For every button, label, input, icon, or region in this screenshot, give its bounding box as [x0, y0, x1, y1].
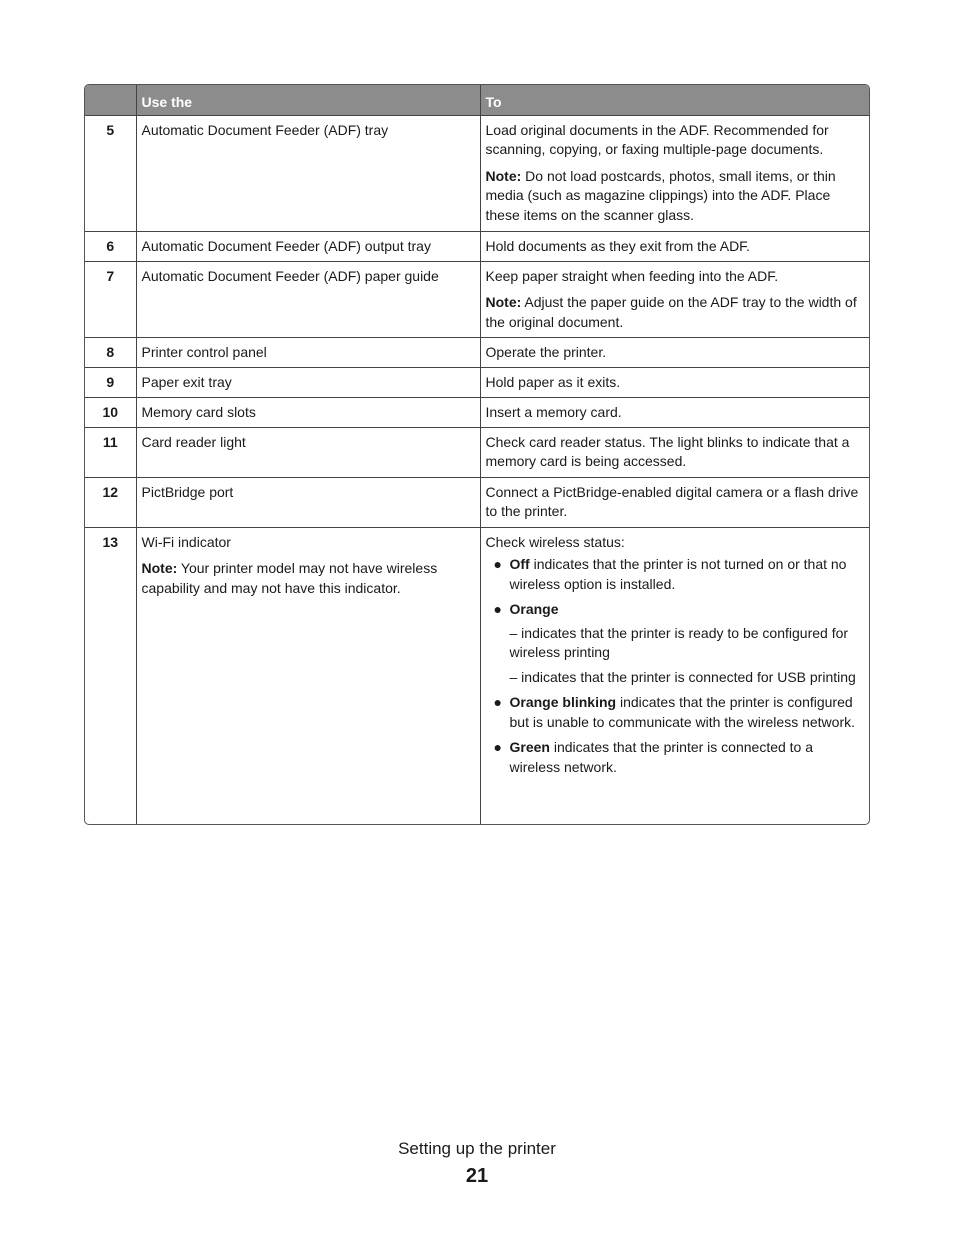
bullet-icon: ● — [493, 601, 502, 617]
note-text: Adjust the paper guide on the ADF tray to the width of the original document. — [485, 294, 857, 330]
header-use-the: Use the — [136, 85, 480, 115]
header-to: To — [480, 85, 870, 115]
row-use-text: Card reader light — [141, 433, 246, 450]
row-number: 6 — [85, 231, 136, 261]
table-row — [85, 477, 870, 527]
row-number: 12 — [85, 477, 136, 527]
note-label: Note: — [485, 167, 522, 184]
row-use-cell — [136, 115, 480, 231]
parts-table-grid — [85, 85, 870, 825]
row-to-text: Connect a PictBridge-enabled digital camera or a flash drive to the printer. — [485, 483, 859, 519]
status-desc: indicates that the printer is configured but is unable to communicate with the wireless network. — [509, 694, 855, 730]
table-row — [85, 427, 870, 477]
bullet-icon: ● — [493, 739, 502, 755]
table-row — [85, 337, 870, 367]
table-row — [85, 397, 870, 427]
table-header-row — [85, 85, 870, 115]
row-use-note — [142, 559, 476, 598]
list-item — [486, 555, 868, 594]
row-number: 8 — [85, 337, 136, 367]
status-term: Orange — [509, 601, 559, 617]
list-item — [486, 693, 868, 732]
row-to-text: Operate the printer. — [485, 343, 607, 360]
row-use-text: Printer control panel — [141, 343, 267, 360]
status-term: Green — [509, 739, 550, 755]
row-to-text: Hold paper as it exits. — [485, 373, 621, 390]
status-term: Orange blinking — [509, 694, 617, 710]
row-use-cell — [136, 231, 480, 261]
row-use-cell — [136, 427, 480, 477]
status-desc: indicates that the printer is not turned on or that no wireless option is installed. — [509, 556, 847, 592]
list-item — [486, 738, 868, 777]
row-use-text: Automatic Document Feeder (ADF) tray — [141, 121, 389, 138]
row-number: 7 — [85, 261, 136, 337]
row-use-cell — [136, 367, 480, 397]
row-to-text: Check wireless status: — [485, 533, 625, 550]
note-text: Your printer model may not have wireless capability and may not have this indicator. — [141, 560, 438, 596]
table-row — [85, 527, 870, 825]
row-to-note — [486, 293, 868, 332]
row-to-text: Check card reader status. The light blinks to indicate that a memory card is being accessed. — [485, 433, 850, 469]
row-use-text: Memory card slots — [141, 403, 256, 420]
list-item — [486, 600, 868, 687]
row-to-cell — [480, 397, 870, 427]
row-number: 10 — [85, 397, 136, 427]
row-number: 13 — [85, 527, 136, 825]
wireless-status-list — [486, 555, 868, 777]
row-use-text: Automatic Document Feeder (ADF) paper guide — [141, 267, 439, 284]
bullet-icon: ● — [493, 694, 502, 710]
table-row — [85, 367, 870, 397]
row-to-text: Load original documents in the ADF. Recommended for scanning, copying, or faxing multiple-page documents. — [485, 121, 829, 157]
row-to-cell — [480, 367, 870, 397]
row-to-cell — [480, 427, 870, 477]
row-use-text: Automatic Document Feeder (ADF) output tray — [141, 237, 431, 254]
table-row — [85, 115, 870, 231]
row-use-text: Paper exit tray — [141, 373, 232, 390]
row-use-cell — [136, 261, 480, 337]
status-term: Off — [509, 556, 530, 572]
parts-table — [84, 84, 870, 825]
footer-section-title: Setting up the printer — [398, 1139, 556, 1158]
row-to-cell — [480, 261, 870, 337]
bullet-icon: ● — [493, 556, 502, 572]
row-use-cell — [136, 337, 480, 367]
row-to-cell — [480, 527, 870, 825]
row-number: 11 — [85, 427, 136, 477]
header-number — [85, 85, 136, 115]
row-use-cell — [136, 477, 480, 527]
row-to-cell — [480, 337, 870, 367]
row-use-cell — [136, 527, 480, 825]
note-text: Do not load postcards, photos, small items, or thin media (such as magazine clippings) into the ADF. Place these items on the scanner glass. — [485, 167, 836, 223]
row-number: 9 — [85, 367, 136, 397]
table-row — [85, 261, 870, 337]
row-to-note — [486, 167, 868, 226]
row-to-text: Insert a memory card. — [485, 403, 622, 420]
status-sub-desc: – indicates that the printer is ready to be configured for wireless printing — [509, 624, 849, 660]
row-to-text: Keep paper straight when feeding into the ADF. — [485, 267, 779, 284]
row-to-text: Hold documents as they exit from the ADF. — [485, 237, 751, 254]
row-use-text: PictBridge port — [141, 483, 234, 500]
status-sub-desc: – indicates that the printer is connected for USB printing — [509, 668, 856, 685]
row-to-cell — [480, 115, 870, 231]
table-row — [85, 231, 870, 261]
row-use-text: Wi-Fi indicator — [141, 533, 231, 550]
note-label: Note: — [141, 560, 178, 576]
row-number: 5 — [106, 121, 115, 138]
status-desc: indicates that the printer is connected to a wireless network. — [509, 739, 814, 775]
row-to-cell — [480, 231, 870, 261]
footer-page-number: 21 — [465, 1165, 489, 1187]
row-to-cell — [480, 477, 870, 527]
note-label: Note: — [485, 294, 522, 310]
row-use-cell — [136, 397, 480, 427]
